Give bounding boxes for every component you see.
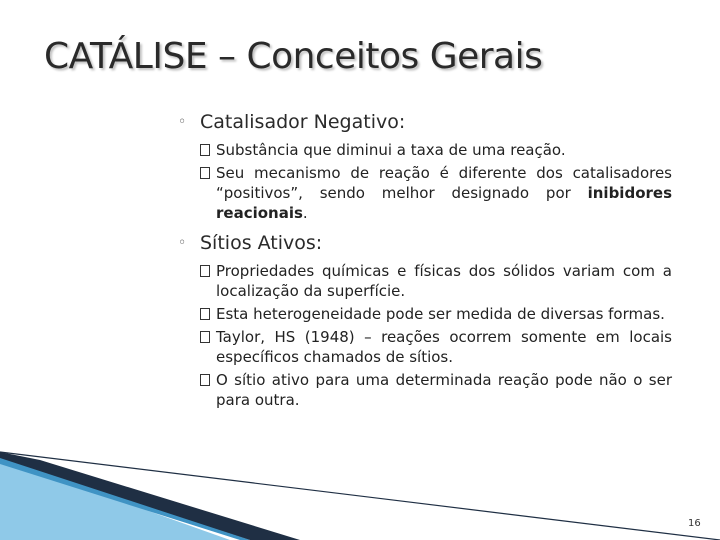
hollow-bullet-icon: ◦ — [178, 235, 187, 251]
section-items — [200, 261, 672, 410]
list-item — [200, 163, 672, 223]
list-item-text: Taylor, HS (1948) – reações ocorrem somente em locais específicos chamados de sítios. — [216, 328, 672, 366]
section-heading-text: Sítios Ativos: — [200, 232, 323, 254]
list-item-text: Esta heterogeneidade pode ser medida de diversas formas. — [216, 305, 665, 323]
square-bullet-icon — [200, 167, 210, 179]
square-bullet-icon — [200, 265, 210, 277]
hollow-bullet-icon: ◦ — [178, 114, 187, 130]
list-item — [200, 327, 672, 367]
list-item-text-end: . — [302, 204, 308, 222]
list-item-text: O sítio ativo para uma determinada reação pode não o ser para outra. — [216, 371, 672, 409]
slide-content — [178, 108, 672, 416]
bold-term: inibidores reacionais — [216, 184, 672, 222]
square-bullet-icon — [200, 144, 210, 156]
list-item — [200, 304, 672, 324]
list-item — [200, 370, 672, 410]
list-item — [200, 261, 672, 301]
list-item-text: Propriedades químicas e físicas dos sólidos variam com a localização da superfície. — [216, 262, 672, 300]
section-heading — [178, 108, 672, 136]
slide-title: CATÁLISE – Conceitos Gerais — [44, 36, 543, 77]
section-heading-text: Catalisador Negativo: — [200, 111, 406, 133]
list-item — [200, 140, 672, 160]
list-item-text: Seu mecanismo de reação é diferente dos catalisadores “positivos”, sendo melhor designado por — [216, 164, 672, 202]
corner-decoration — [0, 430, 720, 540]
square-bullet-icon — [200, 374, 210, 386]
section-items — [200, 140, 672, 223]
square-bullet-icon — [200, 331, 210, 343]
section-heading — [178, 229, 672, 257]
square-bullet-icon — [200, 308, 210, 320]
list-item-text: Substância que diminui a taxa de uma reação. — [216, 141, 566, 159]
page-number: 16 — [688, 518, 701, 529]
